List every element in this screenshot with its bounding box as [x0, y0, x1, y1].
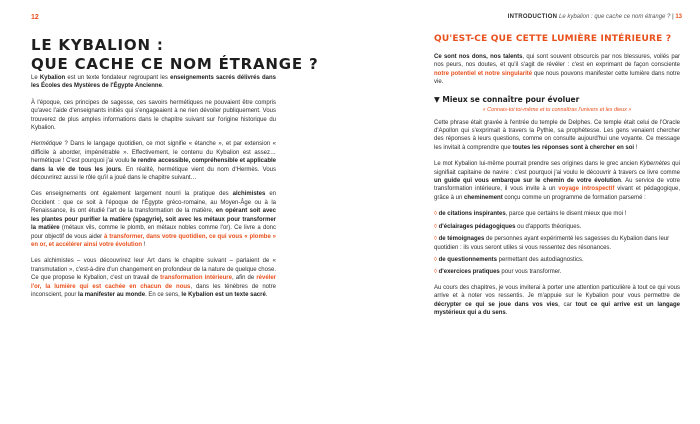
diamond-bullet-icon: ◊ [434, 269, 439, 276]
right-page-number: 13 [675, 14, 682, 20]
bullet-item: ◊ de questionnements permettant des autodiagnostics. [434, 256, 584, 263]
bullet-item: ◊ d'exercices pratiques pour vous transformer. [434, 269, 562, 276]
right-intro: Ce sont nos dons, nos talents, qui sont souvent obscurcis par nos blessures, voilés par nos peurs, nos doutes, et qu'il s'agit de révéler : c'est en exprimant de façon consciente notre potentiel et notre singularité que nous pouvons manifester cette lumière dans notre vie. [434, 54, 681, 86]
bullet-item: ◊ d'éclairages pédagogiques ou d'apports théoriques. [434, 223, 582, 230]
chapter-title [31, 36, 321, 73]
left-paragraph-5: Les alchimistes – vous découvrirez leur Art dans le chapitre suivant – parlaient de « transmutation », c'est-à-dire d'un changement en profondeur de la nature de quelque chose. Ce que propose le Kybalion, c'est un travail de transformation intérieure, afin de révéler l'or, la lumière qui est cachée en chacun de nous, dans les ténèbres de notre inconscient, pour la manifester au monde. En ce sens, le Kybalion est un texte sacré. [31, 258, 276, 298]
section-title: QU'EST-CE QUE CETTE LUMIÈRE INTÉRIEURE ? [434, 34, 672, 44]
subheading: ▼ Mieux se connaître pour évoluer [434, 94, 580, 104]
diamond-bullet-icon: ◊ [434, 236, 439, 243]
diamond-bullet-icon: ◊ [434, 223, 439, 230]
left-paragraph-2: À l'époque, ces principes de sagesse, ces savoirs hermétiques ne pouvaient être compris qu'avec l'aide d'enseignants initiés qui s'engageaient à ne rien dévoiler publiquement. Vous trouverez de plus amples informations dans le chapitre suivant sur l'origine historique du Kybalion. [31, 99, 276, 132]
diamond-bullet-icon: ◊ [434, 211, 439, 218]
header-section: INTRODUCTION [507, 14, 558, 20]
bullet-item: ◊ de témoignages de personnes ayant expérimenté les sagesses du Kybalion dans leur quotidien : ils vous seront utiles si vous ressentez des résonances. [434, 236, 670, 251]
running-header: INTRODUCTION Le kybalion : que cache ce nom étrange ? | 13 [507, 14, 682, 20]
right-page [350, 0, 700, 424]
left-page-number: 12 [31, 14, 39, 21]
diamond-bullet-icon: ◊ [434, 256, 439, 263]
delphi-quote: « Connais-toi toi-même et tu connaîtras l'univers et les dieux » [482, 106, 632, 113]
right-paragraph-delphes: Cette phrase était gravée à l'entrée du temple de Delphes. Ce temple était celui de l'Oracle d'Apollon qui s'exprimait à travers la Pythie, sa prophétesse. Les gens venaient chercher des réponses à leurs questions, comme on consulte aujourd'hui une voyante. Ce message les invitait à comprendre que toutes les réponses sont à chercher en soi ! [434, 119, 680, 151]
right-closing: Au cours des chapitres, je vous inviterai à porter une attention particulière à tout ce qui vous arrive et à noter vos ressentis. Je m'appuie sur le Kybalion pour vous permettre de décrypter ce qui se joue dans vos vies, car tout ce qui arrive est un langage mystérieux qui a du sens. [434, 284, 680, 316]
header-subtitle: Le kybalion : que cache ce nom étrange ? [558, 14, 671, 20]
left-body [31, 74, 276, 307]
left-paragraph-1: Le Kybalion est un texte fondateur regroupant les enseignements sacrés délivrés dans les Écoles des Mystères de l'Égypte Ancienne. [31, 75, 277, 90]
right-paragraph-kybalion: Le mot Kybalion lui-même pourrait prendre ses origines dans le grec ancien Kybernètes qui signifiait capitaine de navire : c'est pourquoi j'ai voulu le découvrir à travers ce livre comme un guide qui vous embarque sur le chemin de votre évolution. Au service de votre transformation intérieure, il vous invite à un voyage introspectif vivant et pédagogique, grâce à un cheminement conçu comme un programme de formation parsemé : [434, 161, 680, 201]
left-paragraph-4: Ces enseignements ont également largement nourri la pratique des alchimistes en Occident : que ce soit à l'époque de l'Égypte gréco-romaine, au Moyen-Âge ou à la Renaissance, ils ont étudié l'art de la transformation de la matière, en opérant soit avec les plantes pour purifier la matière (spagyrie), soit avec les métaux pour transformer la matière (métaux vils, comme le plomb, en métaux nobles comme l'or). Ce livre a donc pour objectif de vous aider à transformer, dans votre quotidien, ce qui vous « plombe » en or, et accélérer ainsi votre évolution ! [31, 191, 277, 248]
right-body [434, 53, 680, 325]
bullet-item: ◊ de citations inspirantes, parce que certains le disent mieux que moi ! [434, 211, 627, 218]
left-paragraph-3: Hermétique ? Dans le langage quotidien, ce mot signifie « étanche », et par extension « difficile à aborder, impénétrable ». Effectivement, le contenu du Kybalion est assez… hermétique ! C'est pourquoi j'ai voulu le rendre accessible, compréhensible et applicable dans la vie de tous les jours. En réalité, hermétique vient du nom d'Hermès. Vous découvrirez aussi le rôle qu'il a joué dans le chapitre suivant… [31, 141, 276, 182]
chapter-title-line-2: QUE CACHE CE NOM ÉTRANGE ? [31, 54, 319, 73]
chapter-title-line-1: LE KYBALION : [31, 36, 164, 54]
